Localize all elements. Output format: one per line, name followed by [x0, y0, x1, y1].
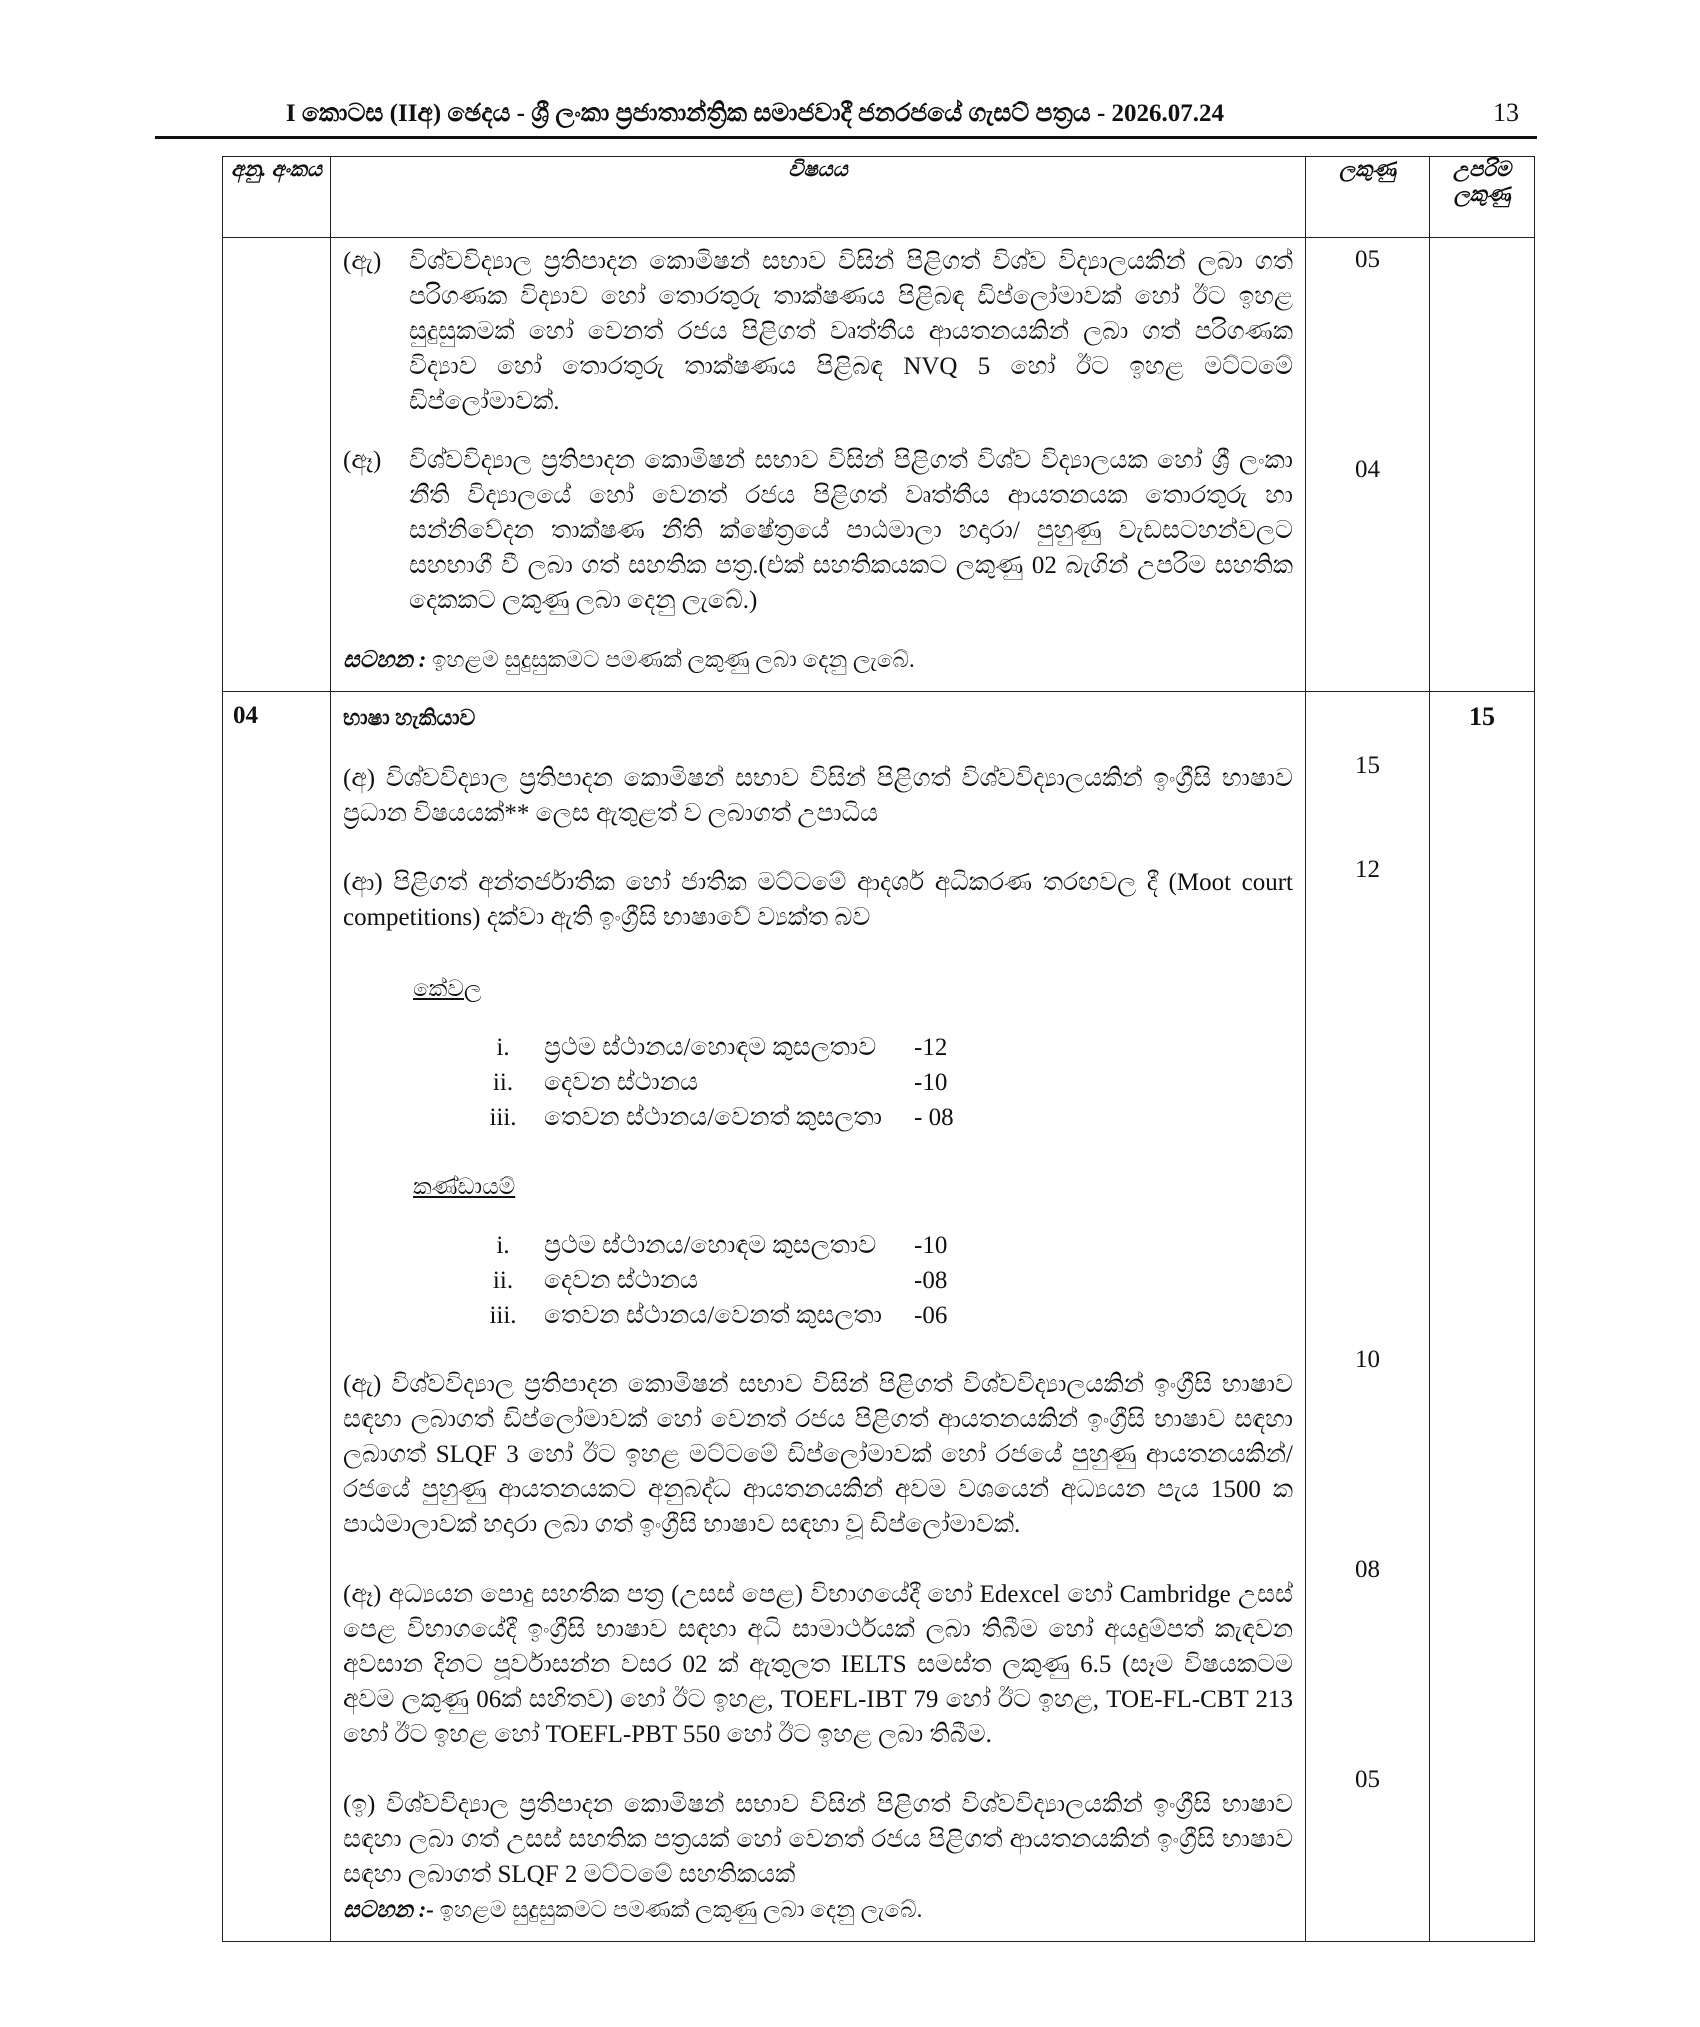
- subject-cell: [331, 238, 1306, 692]
- note-label: සටහන :: [343, 647, 427, 672]
- max-marks-cell: 15: [1430, 692, 1535, 1942]
- col-header-number: අනු. අංකය: [223, 157, 331, 238]
- criterion-item: [343, 244, 1293, 419]
- note-text: ඉහළම සුදුසුකමට පමණක් ලකුණු ලබා දෙනු ලැබේ.: [432, 647, 915, 672]
- marks-value: 05: [1355, 246, 1380, 273]
- table-row: [223, 692, 1535, 1942]
- table-row: [223, 238, 1535, 692]
- list-item: ii. දෙවන ස්ථානය -10: [492, 1069, 948, 1096]
- marks-table: [222, 156, 1535, 1942]
- note: [343, 1892, 1293, 1927]
- col-header-marks: ලකුණු: [1306, 157, 1430, 238]
- list-item: iii. තෙවන ස්ථානය/වෙනත් කුසලතා -06: [489, 1302, 948, 1329]
- header-rule: [155, 136, 1537, 139]
- subject-cell: [331, 692, 1306, 1942]
- col-header-subject: විෂයය: [331, 157, 1306, 238]
- gazette-title: I කොටස (IIඅ) ඡෙදය - ශ්‍රී ලංකා ප්‍රජාතාන්ත්‍රික සමාජවාදී ජනරජයේ ගැසට් පත්‍රය - 2026.07.24: [285, 100, 1225, 127]
- marks-cell: [1306, 238, 1430, 692]
- list-item: iii. තෙවන ස්ථානය/වෙනත් කුසලතා - 08: [489, 1104, 954, 1131]
- col-header-max-marks: උපරිම ලකුණු: [1430, 157, 1535, 238]
- group-heading: කණ්ඩායම්: [413, 1174, 516, 1199]
- item-label: (ඈ): [343, 447, 382, 474]
- gazette-header: [155, 96, 1537, 132]
- marks-value: 05: [1355, 1766, 1380, 1793]
- page-number: 13: [1493, 98, 1519, 127]
- group-list: [468, 1228, 1293, 1333]
- note-text: ඉහළම සුදුසුකමට පමණක් ලකුණු ලබා දෙනු ලැබේ.: [439, 1897, 923, 1922]
- marks-value: 10: [1355, 1346, 1380, 1373]
- criterion-item: (ඇ) විශ්වවිද්‍යාල ප්‍රතිපාදන කොමිෂන් සභාව විසින් පිළිගත් විශ්වවිද්‍යාලයකින් ඉංග්‍රීසි භාෂාව සඳහා ලබාගත් ඩිප්ලෝමාවක් හෝ වෙනත් රජය පිළිගත් ආයතනයකින් ඉංග්‍රීසි භාෂාව සඳහා ලබාගත් SLQF 3 හෝ ඊට ඉහළ මට්ටමේ ඩිප්ලෝමාවක් හෝ රජයේ පුහුණු ආයතනයකින්/ රජයේ පුහුණු ආයතනයකට අනුබද්ධ ආයතනයකින් අවම වශයෙන් අධ්‍යයන පැය 1500 ක පාඨමාලාවක් හදාරා ලබා ගත් ඉංග්‍රීසි භාෂාව සඳහා වූ ඩිප්ලෝමාවක්.: [343, 1371, 1293, 1538]
- criterion-item: (ඉ) විශ්වවිද්‍යාල ප්‍රතිපාදන කොමිෂන් සභාව විසින් පිළිගත් විශ්වවිද්‍යාලයකින් ඉංග්‍රීසි භාෂාව සඳහා ලබා ගත් උසස් සහතික පත්‍රයක් හෝ වෙනත් රජය පිළිගත් ආයතනයකින් ඉංග්‍රීසි භාෂාව සඳහා ලබාගත් SLQF 2 මට්ටමේ සහතිකයක්: [343, 1791, 1293, 1888]
- item-text: විශ්වවිද්‍යාල ප්‍රතිපාදන කොමිෂන් සභාව විසින් පිළිගත් විශ්ව විද්‍යාලයක හෝ ශ්‍රී ලංකා නීති විද්‍යාලයේ හෝ වෙනත් රජය පිළිගත් වෘත්තීය ආයතනයක තොරතුරු හා සන්නිවේදන තාක්ෂණ නීති ක්ෂේත්‍රයේ පාඨමාලා හදාරා/ පුහුණු වැඩසටහන්වලට සහභාගී වී ලබා ගත් සහතික පත්‍ර.(එක් සහතිකයකට ලකුණු 02 බැගින් උපරිම සහතික දෙකකට ලකුණු ලබා දෙනු ලැබේ.): [409, 447, 1293, 614]
- individual-heading: කේවල: [413, 976, 482, 1001]
- item-label: (ඇ): [343, 248, 382, 275]
- criterion-item: (ආ) පිළිගත් අන්තර්ජාතික හෝ ජාතික මට්ටමේ ආදර්ශ අධිකරණ තරඟවල දී (Moot court competitions) දක්වා ඇති ඉංග්‍රීසි භාෂාවේ ව්‍යක්ත බව: [343, 869, 1293, 931]
- marks-value: 12: [1355, 856, 1380, 883]
- row-number-cell: [223, 238, 331, 692]
- individual-list: [468, 1030, 1293, 1135]
- list-item: i. ප්‍රථම ස්ථානය/හොඳම කුසලතාව -12: [496, 1034, 948, 1061]
- table-header-row: [223, 157, 1535, 238]
- criterion-item: [343, 443, 1293, 618]
- marks-cell: [1306, 692, 1430, 1942]
- marks-value: 04: [1355, 456, 1380, 483]
- list-item: i. ප්‍රථම ස්ථානය/හොඳම කුසලතාව -10: [496, 1232, 948, 1259]
- row-number-cell: 04: [223, 692, 331, 1942]
- note: [343, 642, 1293, 677]
- section-title: භාෂා හැකියාව: [343, 705, 476, 730]
- item-text: විශ්වවිද්‍යාල ප්‍රතිපාදන කොමිෂන් සභාව විසින් පිළිගත් විශ්ව විද්‍යාලයකින් ලබා ගත් පරිගණක විද්‍යාව හෝ තොරතුරු තාක්ෂණය පිළිබඳ ඩිප්ලෝමාවක් හෝ ඊට ඉහළ සුදුසුකමක් හෝ වෙනත් රජය පිළිගත් වෘත්තීය ආයතනයකින් ලබා ගත් පරිගණක විද්‍යාව හෝ තොරතුරු තාක්ෂණය පිළිබඳ NVQ 5 හෝ ඊට ඉහළ මට්ටමේ ඩිප්ලෝමාවක්.: [409, 248, 1293, 415]
- criterion-item: (අ) විශ්වවිද්‍යාල ප්‍රතිපාදන කොමිෂන් සභාව විසින් පිළිගත් විශ්වවිද්‍යාලයකින් ඉංග්‍රීසි භාෂාව ප්‍රධාන විෂයයක්** ලෙස ඇතුළත් ව ලබාගත් උපාධිය: [343, 765, 1293, 827]
- marks-value: 08: [1355, 1556, 1380, 1583]
- max-marks-cell: [1430, 238, 1535, 692]
- criterion-item: (ඈ) අධ්‍යයන පොදු සහතික පත්‍ර (උසස් පෙළ) විභාගයේදී හෝ Edexcel හෝ Cambridge උසස් පෙළ විභාගයේදී ඉංග්‍රීසි භාෂාව සඳහා අධි සාමාර්ථයක් ලබා තිබීම හෝ අයදුම්පත් කැඳවන අවසාන දිනට පූර්වාසන්න වසර 02 ක් ඇතුලත IELTS සමස්ත ලකුණු 6.5 (සෑම විෂයකටම අවම ලකුණු 06ක් සහිතව) හෝ ඊට ඉහළ, TOEFL-IBT 79 හෝ ඊට ඉහළ, TOE-FL-CBT 213 හෝ ඊට ඉහළ හෝ TOEFL-PBT 550 හෝ ඊට ඉහළ ලබා තිබීම.: [343, 1581, 1293, 1748]
- note-label: සටහන :-: [343, 1897, 434, 1922]
- list-item: ii. දෙවන ස්ථානය -08: [492, 1267, 948, 1294]
- marks-value: 15: [1355, 752, 1380, 779]
